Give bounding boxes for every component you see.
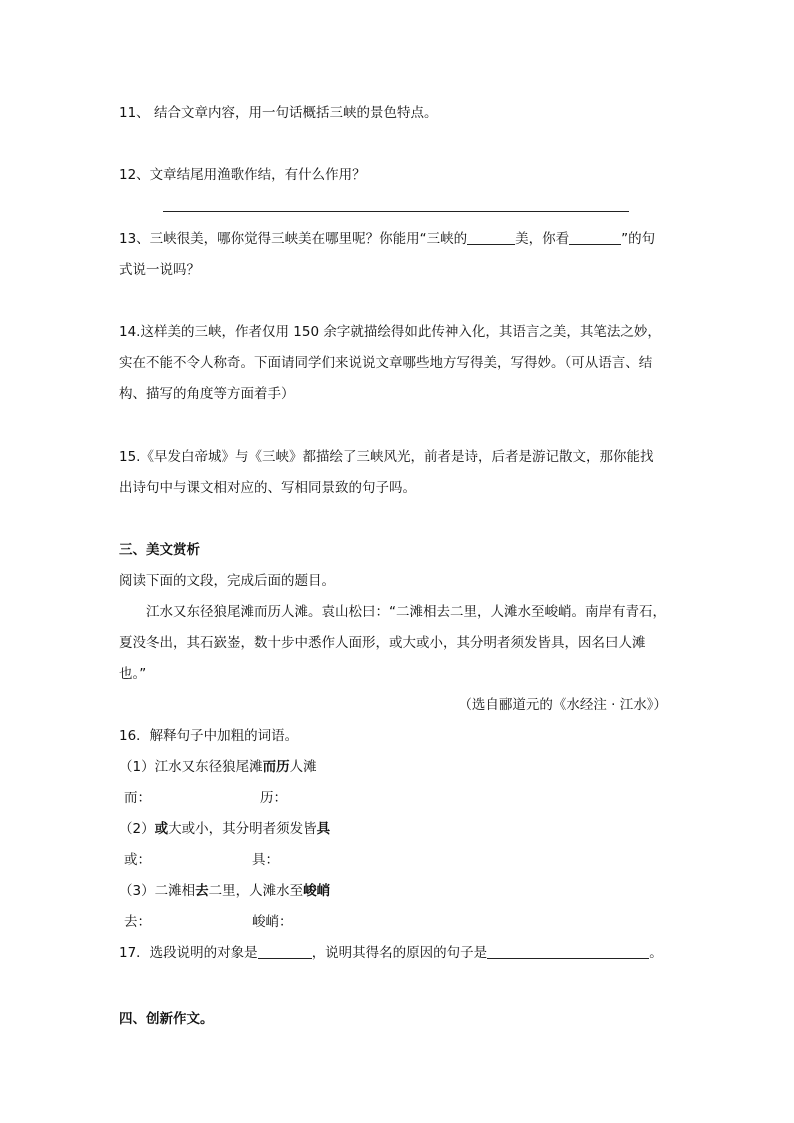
question-13-part-b: 美，你看 [515,231,570,247]
question-17 [119,943,663,963]
passage-source: （选自郦道元的《水经注 · 江水》） [458,697,667,713]
sentence-text: （1）江水又东径狼尾滩 [119,759,263,775]
fill-blank [467,230,515,245]
bold-term: 具 [316,821,331,837]
section-4-heading: 四、创新作文。 [119,1011,214,1027]
fill-blank [487,944,649,959]
answer-line [163,211,629,212]
question-17-part-b: ，说明其得名的原因的句子是 [311,945,488,961]
question-17-part-a: 17．选段说明的对象是 [119,945,258,961]
question-11: 11、 结合文章内容，用一句话概括三峡的景色特点。 [119,105,438,121]
sentence-text: 人滩 [289,759,317,775]
bold-term: 或 [154,821,169,837]
bold-term: 去 [195,883,209,899]
term-qu: 去： [124,914,151,930]
term-ju: 具： [252,852,279,868]
bold-term: 峻峭 [303,883,331,899]
question-13-part-a: 13、三峡很美，哪你觉得三峡美在哪里呢？你能用“三峡的 [119,231,468,247]
question-16-sentence-1 [119,757,317,777]
question-13-part-c: ”的句 [621,231,656,247]
sentence-text: 二里，人滩水至 [208,883,304,899]
term-li: 历： [260,790,287,806]
term-huo: 或： [124,852,151,868]
question-13-line2: 式说一说吗？ [119,262,200,278]
question-12: 12、文章结尾用渔歌作结，有什么作用？ [119,167,366,183]
question-14-line2: 实在不能不令人称奇。下面请同学们来说说文章哪些地方写得美，写得妙。（可从语言、结 [119,355,653,371]
question-16-title: 16．解释句子中加粗的词语。 [119,728,299,744]
question-14-line1: 14.这样美的三峡，作者仅用 150 余字就描绘得如此传神入化，其语言之美，其笔法之妙， [119,324,661,340]
passage-line3: 也。” [119,666,147,682]
section-3-heading: 三、美文赏析 [119,542,200,558]
question-16-sentence-3 [119,881,330,901]
question-14-line3: 构、描写的角度等方面着手） [119,386,295,402]
sentence-text: （3）二滩相 [119,883,196,899]
section-3-instruction: 阅读下面的文段，完成后面的题目。 [119,573,335,589]
question-15-line1: 15.《早发白帝城》与《三峡》都描绘了三峡风光，前者是诗，后者是游记散文，那你能找 [119,449,654,465]
term-junqiao: 峻峭： [252,914,293,930]
passage-line1: 江水又东径狼尾滩而历人滩。袁山松曰：“二滩相去二里，人滩水至峻峭。南岸有青石， [146,604,666,620]
passage-line2: 夏没冬出，其石嶔崟，数十步中悉作人面形，或大或小，其分明者须发皆具，因名曰人滩 [119,635,646,651]
term-er: 而： [124,790,151,806]
sentence-text: 大或小，其分明者须发皆 [168,821,317,837]
question-16-sentence-2 [119,819,330,839]
question-13-line1 [119,229,655,249]
question-17-part-c: 。 [649,945,663,961]
fill-blank [258,944,312,959]
fill-blank [569,230,621,245]
sentence-text: （2） [119,821,155,837]
question-15-line2: 出诗句中与课文相对应的、写相同景致的句子吗。 [119,480,416,496]
bold-term: 而历 [262,759,290,775]
